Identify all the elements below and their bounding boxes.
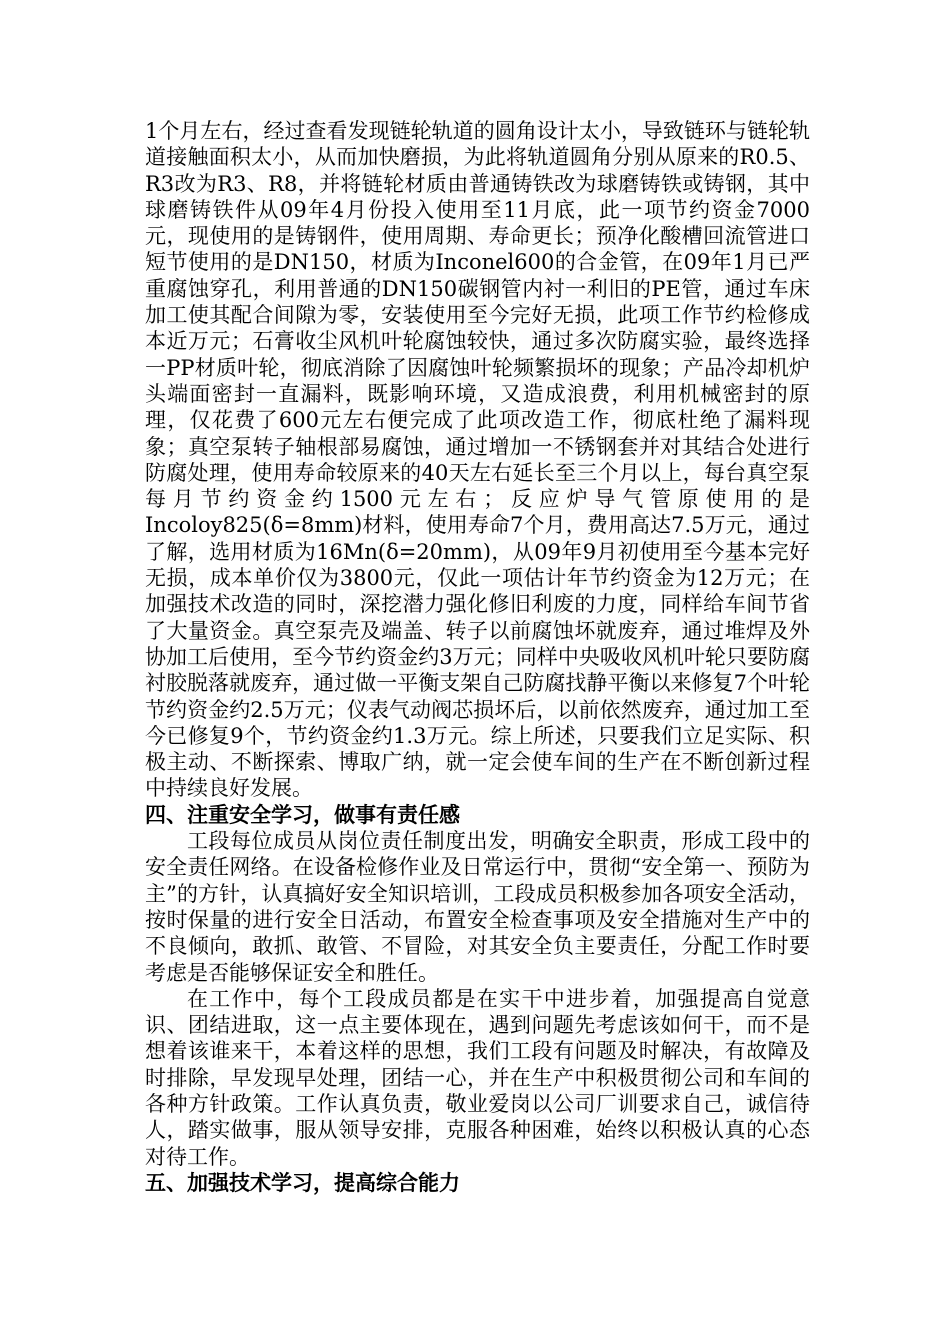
body-paragraph-safety-duty: 工段每位成员从岗位责任制度出发，明确安全职责，形成工段中的安全责任网络。在设备检修作业及日常运行中，贯彻“安全第一、预防为主”的方针，认真搞好安全知识培训，工段成员积极参加各项安全活动，按时保量的进行安全日活动，布置安全检查事项及安全措施对生产中的不良倾向，敢抓、敢管、不冒险，对其安全负主要责任，分配工作时要考虑是否能够保证安全和胜任。	[145, 829, 810, 985]
document-page	[145, 118, 810, 1196]
section-heading-safety: 四、注重安全学习，做事有责任感	[145, 802, 460, 827]
body-paragraph-continued: 1个月左右，经过查看发现链轮轨道的圆角设计太小，导致链环与链轮轨道接触面积太小，从而加快磨损，为此将轨道圆角分别从原来的R0.5、R3改为R3、R8，并将链轮材质由普通铸铁改为球磨铸铁或铸钢，其中球磨铸铁件从09年4月份投入使用至11月底，此一项节约资金7000元，现使用的是铸钢件，使用周期、寿命更长；预净化酸槽回流管进口短节使用的是DN150，材质为Inconel600的合金管，在09年1月已严重腐蚀穿孔，利用普通的DN150碳钢管内衬一利旧的PE管，通过车床加工使其配合间隙为零，安装使用至今完好无损，此项工作节约检修成本近万元；石膏收尘风机叶轮腐蚀较快，通过多次防腐实验，最终选择一PP材质叶轮，彻底消除了因腐蚀叶轮频繁损坏的现象；产品冷却机炉头端面密封一直漏料，既影响环境，又造成浪费，利用机械密封的原理，仅花费了600元左右便完成了此项改造工作，彻底杜绝了漏料现象；真空泵转子轴根部易腐蚀，通过增加一不锈钢套并对其结合处进行防腐处理，使用寿命较原来的40天左右延长至三个月以上，每台真空泵每月节约资金约1500元左右；反应炉导气管原使用的是Incoloy825(δ=8mm)材料，使用寿命7个月，费用高达7.5万元，通过了解，选用材质为16Mn(δ=20mm)，从09年9月初使用至今基本完好无损，成本单价仅为3800元，仅此一项估计年节约资金为12万元；在加强技术改造的同时，深挖潜力强化修旧利废的力度，同样给车间节省了大量资金。真空泵壳及端盖、转子以前腐蚀坏就废弃，通过堆焊及外协加工后使用，至今节约资金约3万元；同样中央吸收风机叶轮只要防腐衬胶脱落就废弃，通过做一平衡支架自己防腐找静平衡以来修复7个叶轮节约资金约2.5万元；仪表气动阀芯损坏后，以前依然废弃，通过加工至今已修复9个，节约资金约1.3万元。综上所述，只要我们立足实际、积极主动、不断探索、博取广纳，就一定会使车间的生产在不断创新过程中持续良好发展。	[145, 119, 810, 801]
section-heading-technical-study: 五、加强技术学习，提高综合能力	[145, 1170, 460, 1195]
body-paragraph-teamwork: 在工作中，每个工段成员都是在实干中进步着，加强提高自觉意识、团结进取，这一点主要体现在，遇到问题先考虑该如何干，而不是想着该谁来干，本着这样的思想，我们工段有问题及时解决，有故障及时排除，早发现早处理，团结一心，并在生产中积极贯彻公司和车间的各种方针政策。工作认真负责，敬业爱岗以公司厂训要求自己，诚信待人，踏实做事，服从领导安排，克服各种困难，始终以积极认真的心态对待工作。	[145, 986, 810, 1169]
